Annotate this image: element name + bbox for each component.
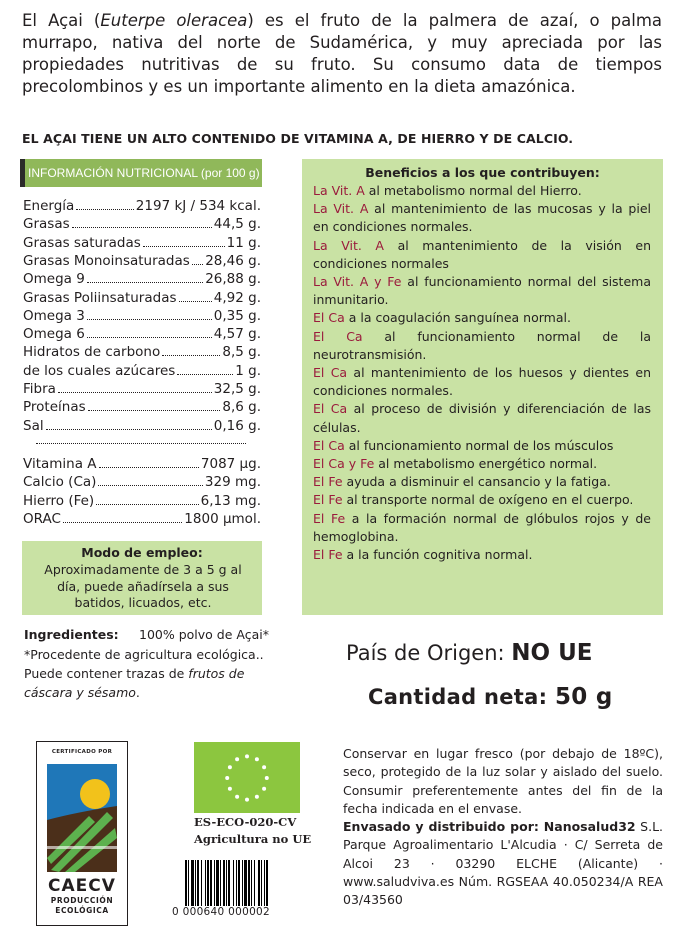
nutrition-row <box>23 289 261 307</box>
barcode-bar <box>220 860 221 906</box>
leader-dots <box>72 227 212 228</box>
nutrition-row <box>23 343 261 361</box>
benefit-nutrient: El Ca y Fe <box>313 456 375 472</box>
benefit-text: al proceso de división y diferenciación de las células. <box>313 401 651 435</box>
benefit-nutrient: El Ca <box>313 328 363 344</box>
caecv-sub1: PRODUCCIÓN <box>50 896 114 905</box>
eu-star <box>228 787 232 791</box>
nutrient-value: 0,16 g. <box>213 417 261 434</box>
benefit-nutrient: La Vit. A <box>313 183 365 198</box>
leader-dots <box>46 429 212 430</box>
nutrient-value: 26,88 g. <box>205 271 261 288</box>
barcode-bar <box>210 860 212 906</box>
barcode-bar <box>201 860 202 906</box>
eco-code: ES-ECO-020-CV <box>194 815 297 829</box>
nutrient-value: 329 mg. <box>204 474 261 491</box>
leader-dots <box>143 246 225 247</box>
nutrient-value: 2197 kJ / 534 kcal. <box>135 198 261 214</box>
leader-dots <box>162 355 220 356</box>
origin-value: NO UE <box>511 640 593 666</box>
allergen-list: frutos de cáscara y sésamo <box>24 666 245 700</box>
quantity-value: 50 g <box>554 684 613 710</box>
benefit-nutrient: El Ca <box>313 365 348 381</box>
benefit-text: al funcionamiento normal de los músculos <box>344 437 614 453</box>
nutrient-value: 8,6 g. <box>222 399 261 416</box>
benefit-nutrient: La Vit. A y Fe <box>313 274 402 290</box>
eu-star <box>228 765 232 769</box>
barcode-bar <box>226 860 227 906</box>
benefit-nutrient: El Ca <box>313 310 345 326</box>
benefit-item <box>313 437 651 455</box>
eu-star <box>225 776 229 780</box>
benefit-nutrient: El Fe <box>313 474 343 490</box>
nutrition-row <box>23 270 261 288</box>
barcode-bar <box>251 860 252 906</box>
intro-paragraph <box>22 10 662 98</box>
benefit-item <box>313 491 651 509</box>
leader-dots <box>63 522 182 523</box>
barcode-bar <box>254 860 255 906</box>
leader-dots <box>177 374 233 375</box>
benefit-text: al funcionamiento normal del sistema inmunitario. <box>313 274 651 308</box>
nutrient-label: Omega 3 <box>23 307 85 324</box>
barcode-bar <box>238 860 240 906</box>
benefit-nutrient: El Fe <box>313 510 346 526</box>
nutrient-label: Sal <box>23 417 44 434</box>
nutrient-label: Omega 9 <box>23 271 85 288</box>
leader-dots <box>87 337 212 338</box>
nutrition-row <box>23 215 261 233</box>
benefit-item <box>313 200 651 236</box>
benefit-nutrient: El Ca <box>313 437 345 453</box>
benefits-title: Beneficios a los que contribuyen: <box>365 165 600 180</box>
quantity-line <box>368 684 613 710</box>
nutrition-row <box>23 380 261 398</box>
benefit-nutrient: El Fe <box>313 492 343 508</box>
eu-star <box>255 757 259 761</box>
header-accent-bar <box>20 159 25 187</box>
eu-star <box>245 798 249 802</box>
nutrition-row <box>23 197 261 215</box>
nutrient-label: Hidratos de carbono <box>23 344 161 361</box>
barcode-icon <box>183 860 311 908</box>
nutrient-value: 32,5 g. <box>213 381 261 397</box>
storage-text <box>343 745 663 910</box>
eu-star <box>262 787 266 791</box>
nutrient-label: Hierro (Fe) <box>23 492 95 509</box>
leader-dots <box>87 282 203 283</box>
benefit-nutrient: El Fe <box>313 547 343 563</box>
caecv-certified-label: CERTIFICADO POR <box>51 749 113 755</box>
leader-dots <box>192 264 203 265</box>
usage-text: Aproximadamente de 3 a 5 g al día, puede añadírsela a sus batidos, licuados, etc. <box>44 562 242 610</box>
nutrition-row <box>23 492 261 510</box>
organic-note: *Procedente de agricultura ecológica.. <box>24 647 264 662</box>
nutrition-row <box>23 234 261 252</box>
benefit-item <box>313 510 651 546</box>
nutrient-value: 44,5 g. <box>213 216 261 233</box>
benefit-nutrient: La Vit. A <box>313 237 384 253</box>
nutrient-label: Grasas Poliinsaturadas <box>23 289 177 306</box>
barcode-bar <box>233 860 234 906</box>
barcode-bar <box>228 860 230 906</box>
distributor-label: Envasado y distribuido por: Nanosalud32 <box>343 819 636 835</box>
barcode-bar <box>216 860 219 906</box>
benefit-item <box>313 364 651 400</box>
barcode-bar <box>242 860 243 906</box>
barcode-bar <box>248 860 250 906</box>
nutrient-label: Energía <box>23 198 75 214</box>
benefit-item <box>313 182 651 200</box>
benefit-item <box>313 237 651 273</box>
species-name: Euterpe oleracea <box>100 11 248 30</box>
benefit-text: a la función cognitiva normal. <box>342 547 533 563</box>
allergen-note-end: . <box>135 685 140 700</box>
leader-dots <box>96 504 198 505</box>
nutrient-label: Grasas <box>23 216 70 233</box>
barcode-bar <box>261 860 262 906</box>
nutrient-value: 1800 μmol. <box>184 510 261 527</box>
benefit-text: al mantenimiento de los huesos y dientes en condiciones normales. <box>313 365 652 399</box>
caecv-subtitle <box>36 896 128 916</box>
nutrition-row <box>23 307 261 325</box>
leader-dots <box>76 209 133 210</box>
origin-line <box>346 640 593 666</box>
barcode-bar <box>244 860 247 906</box>
leader-dots <box>87 319 212 320</box>
nutrient-label: Calcio (Ca) <box>23 474 97 491</box>
benefit-item <box>313 328 651 364</box>
nutrient-value: 1 g. <box>235 362 261 379</box>
nutrient-value: 4,57 g. <box>213 326 261 343</box>
nutrient-value: 11 g. <box>226 234 261 251</box>
eu-star <box>245 754 249 758</box>
benefit-text: al mantenimiento de la visión en condiciones normales <box>313 237 652 271</box>
leader-dots <box>99 467 199 468</box>
benefit-text: a la coagulación sanguínea normal. <box>344 310 571 326</box>
nutrient-label: Grasas Monoinsaturadas <box>23 252 190 269</box>
nutrition-row <box>23 455 261 473</box>
benefit-item <box>313 473 651 491</box>
origin-label: País de Origen: <box>346 641 505 665</box>
nutrient-value: 0,35 g. <box>213 307 261 324</box>
benefit-text: al metabolismo energético normal. <box>374 456 598 472</box>
eu-star <box>235 757 239 761</box>
ingredients-value: 100% polvo de Açai* <box>139 627 269 642</box>
nutrition-row <box>23 362 261 380</box>
nutrient-label: de los cuales azúcares <box>23 362 176 379</box>
benefit-text: al funcionamiento normal de la neurotransmisión. <box>313 328 651 362</box>
nutrition-row <box>23 325 261 343</box>
barcode-bar <box>207 860 209 906</box>
barcode-bar <box>236 860 237 906</box>
storage-instructions: Conservar en lugar fresco (por debajo de 18ºC), seco, protegido de la luz solar y aislado del suelo. Consumir preferentemente antes del fin de la fecha indicada en el envase. <box>343 746 663 816</box>
leader-dots <box>98 485 203 486</box>
nutrient-label: Vitamina A <box>23 456 97 472</box>
barcode-bar <box>214 860 215 906</box>
benefit-text: al transporte normal de oxígeno en el cuerpo. <box>342 492 634 508</box>
leader-dots <box>58 392 212 393</box>
nutrient-value: 8,5 g. <box>222 344 261 361</box>
quantity-label: Cantidad neta: <box>368 685 548 709</box>
eco-agriculture: Agricultura no UE <box>194 832 312 846</box>
ingredients-note <box>24 645 284 702</box>
distributor-address: S.L. Parque Agroalimentario L'Alcudia · C/ Serreta de Alcoi 23 · 03290 ELCHE (Alicante) · www.saludviva.es Núm. RGSEAA 40.050234/A REA 03/43560 <box>343 819 664 908</box>
barcode-bar <box>264 860 265 906</box>
leader-dots <box>179 301 212 302</box>
eu-star <box>262 765 266 769</box>
nutrition-row <box>23 398 261 416</box>
benefit-item <box>313 400 651 436</box>
usage-title: Modo de empleo: <box>81 545 203 560</box>
eu-star <box>265 776 269 780</box>
barcode-bar <box>258 860 260 906</box>
caecv-name: CAECV <box>48 876 116 896</box>
benefit-nutrient: La Vit. A <box>313 201 369 217</box>
nutrient-label: Grasas saturadas <box>23 234 141 251</box>
intro-text-end: ) es el fruto de la palmera de azaí, o palma murrapo, nativa del norte de Sudamérica, y muy apreciada por las propiedades nutritivas de su fruto. Su consumo data de tiempos precolombinos y es un importante alimento en la dieta amazónica. <box>22 11 663 96</box>
barcode-bar <box>205 860 206 906</box>
ingredients-label: Ingredientes: <box>24 627 119 642</box>
eu-star <box>235 795 239 799</box>
nutrient-value: 4,92 g. <box>213 289 261 306</box>
nutrient-label: Omega 6 <box>23 326 85 343</box>
nutrient-value: 28,46 g. <box>205 252 261 269</box>
benefit-item <box>313 309 651 327</box>
nutrient-value: 7087 μg. <box>200 456 261 472</box>
nutrition-header <box>20 159 262 187</box>
allergen-note: Puede contener trazas de <box>24 666 189 681</box>
nutrition-row <box>23 510 261 528</box>
nutrition-divider <box>36 443 246 444</box>
benefit-item <box>313 546 651 564</box>
benefit-text: al metabolismo normal del Hierro. <box>364 183 582 198</box>
barcode-bar <box>266 860 268 906</box>
nutrition-row <box>23 417 261 435</box>
nutrition-row <box>23 252 261 270</box>
benefit-item <box>313 455 651 473</box>
benefit-nutrient: El Ca <box>313 401 348 417</box>
barcode-bar <box>223 860 225 906</box>
benefit-text: ayuda a disminuir el cansancio y la fatiga. <box>342 474 611 490</box>
eu-star <box>255 795 259 799</box>
barcode-bar <box>195 860 196 906</box>
nutrient-label: ORAC <box>23 510 61 527</box>
intro-text-start: El Açai ( <box>22 11 101 30</box>
barcode-number: 0 000640 000002 <box>172 906 271 918</box>
benefit-text: a la formación normal de glóbulos rojos y de hemoglobina. <box>313 510 651 544</box>
leader-dots <box>88 410 221 411</box>
nutrition-row <box>23 473 261 491</box>
benefit-item <box>313 273 651 309</box>
barcode-bar <box>197 860 199 906</box>
benefit-text: al mantenimiento de las mucosas y la piel en condiciones normales. <box>313 201 652 235</box>
nutrition-title: INFORMACIÓN NUTRICIONAL (por 100 g) <box>28 166 260 180</box>
nutrient-label: Proteínas <box>23 399 86 416</box>
eu-organic-leaf-icon <box>194 742 300 813</box>
headline: EL AÇAI TIENE UN ALTO CONTENIDO DE VITAMINA A, DE HIERRO Y DE CALCIO. <box>22 131 574 146</box>
nutrient-value: 6,13 mg. <box>200 492 261 509</box>
barcode-bar <box>191 860 194 906</box>
nutrient-label: Fibra <box>23 381 56 397</box>
barcode-bar <box>185 860 187 906</box>
barcode-bar <box>188 860 189 906</box>
caecv-sub2: ECOLÓGICA <box>55 906 109 915</box>
